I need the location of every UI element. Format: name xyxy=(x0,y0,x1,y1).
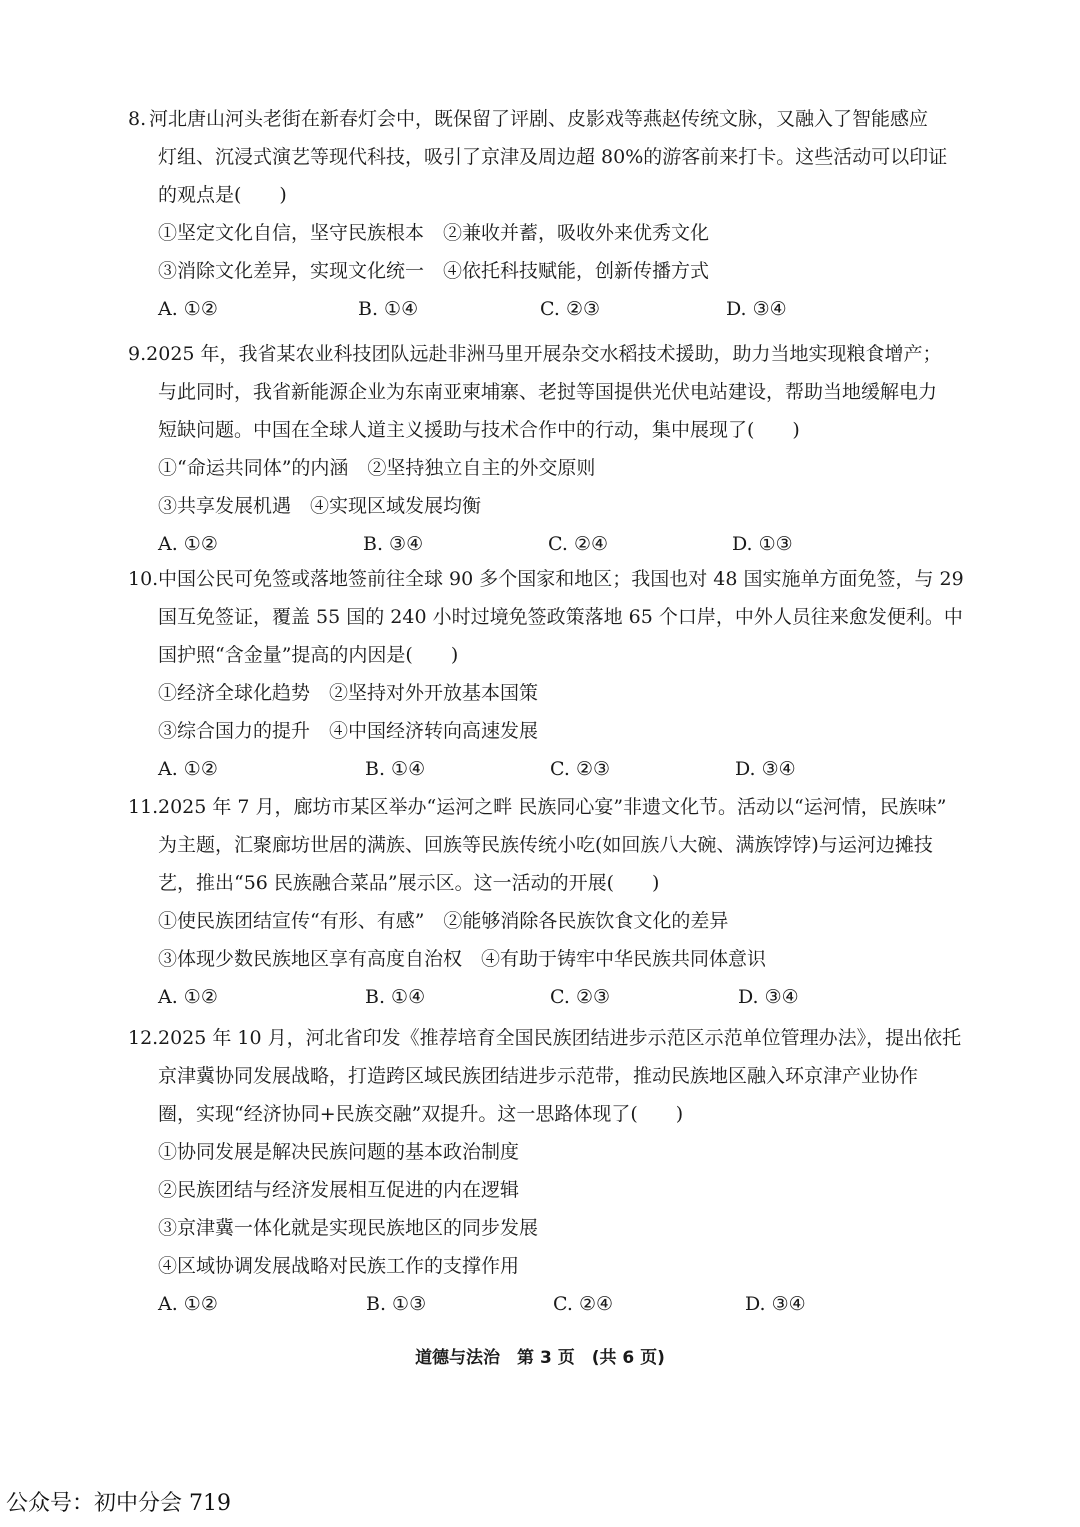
question-stem-line: 为主题，汇聚廊坊世居的满族、回族等民族传统小吃(如回族八大碗、满族饽饽)与运河边摊技 xyxy=(158,834,933,856)
question-stem-line: 京津冀协同发展战略，打造跨区域民族团结进步示范带，推动民族地区融入环京津产业协作 xyxy=(158,1065,919,1087)
question-stem-line: 与此同时，我省新能源企业为东南亚柬埔寨、老挝等国提供光伏电站建设，帮助当地缓解电力 xyxy=(158,381,938,403)
option-c: C. ②③ xyxy=(550,758,611,780)
watermark-text: 公众号：初中分会 719 xyxy=(6,1491,231,1516)
option-b: B. ③④ xyxy=(363,533,424,555)
question-number: 11. xyxy=(128,796,159,818)
answer-options xyxy=(128,1285,928,1323)
option-c: C. ②④ xyxy=(548,533,609,555)
option-c: C. ②③ xyxy=(550,986,611,1008)
statement-line: ①经济全球化趋势 ②坚持对外开放基本国策 xyxy=(158,682,539,704)
question-8 xyxy=(128,100,948,328)
question-stem-line: 灯组、沉浸式演艺等现代科技，吸引了京津及周边超 80%的游客前来打卡。这些活动可以印证 xyxy=(158,146,948,168)
statement-line: ①协同发展是解决民族问题的基本政治制度 xyxy=(158,1141,520,1163)
option-b: B. ①④ xyxy=(365,758,426,780)
option-a: A. ①② xyxy=(158,1293,218,1315)
answer-options xyxy=(128,525,928,563)
statement-line: ③共享发展机遇 ④实现区域发展均衡 xyxy=(158,495,482,517)
question-10 xyxy=(128,560,964,788)
question-number: 12. xyxy=(128,1027,159,1049)
statement-line: ③京津冀一体化就是实现民族地区的同步发展 xyxy=(158,1217,539,1239)
question-stem-line: 2025 年，我省某农业科技团队远赴非洲马里开展杂交水稻技术援助，助力当地实现粮食增产； xyxy=(146,343,942,365)
answer-options xyxy=(128,750,928,788)
option-a: A. ①② xyxy=(158,298,218,320)
option-d: D. ③④ xyxy=(745,1293,806,1315)
question-number: 10. xyxy=(128,568,159,590)
option-d: D. ③④ xyxy=(726,298,787,320)
statement-line: ③体现少数民族地区享有高度自治权 ④有助于铸牢中华民族共同体意识 xyxy=(158,948,767,970)
question-12 xyxy=(128,1019,962,1323)
statement-line: ④区域协调发展战略对民族工作的支撑作用 xyxy=(158,1255,520,1277)
question-stem-line: 中国公民可免签或落地签前往全球 90 多个国家和地区；我国也对 48 国实施单方面免签，与 29 xyxy=(158,568,964,590)
option-b: B. ①④ xyxy=(365,986,426,1008)
option-a: A. ①② xyxy=(158,758,218,780)
question-stem-line: 国护照“含金量”提高的内因是( ) xyxy=(158,644,459,666)
question-stem-line: 河北唐山河头老街在新春灯会中，既保留了评剧、皮影戏等燕赵传统文脉，又融入了智能感应 xyxy=(148,108,928,130)
option-d: D. ③④ xyxy=(738,986,799,1008)
statement-line: ③综合国力的提升 ④中国经济转向高速发展 xyxy=(158,720,539,742)
answer-options xyxy=(128,290,928,328)
question-stem-line: 2025 年 7 月，廊坊市某区举办“运河之畔 民族同心宴”非遗文化节。活动以“运河情，民族味” xyxy=(158,796,947,818)
statement-line: ②民族团结与经济发展相互促进的内在逻辑 xyxy=(158,1179,520,1201)
page-footer: 道德与法治 第 3 页 (共 6 页) xyxy=(415,1348,665,1368)
question-stem-line: 国互免签证，覆盖 55 国的 240 小时过境免签政策落地 65 个口岸，中外人员往来愈发便利。中 xyxy=(158,606,963,628)
option-a: A. ①② xyxy=(158,986,218,1008)
question-stem-line: 艺，推出“56 民族融合菜品”展示区。这一活动的开展( ) xyxy=(158,872,660,894)
question-stem-line: 圈，实现“经济协同+民族交融”双提升。这一思路体现了( ) xyxy=(158,1103,684,1125)
question-number: 8. xyxy=(128,108,147,130)
option-a: A. ①② xyxy=(158,533,218,555)
option-c: C. ②③ xyxy=(540,298,601,320)
question-stem-line: 短缺问题。中国在全球人道主义援助与技术合作中的行动，集中展现了( ) xyxy=(158,419,800,441)
statement-line: ①使民族团结宣传“有形、有感” ②能够消除各民族饮食文化的差异 xyxy=(158,910,729,932)
option-c: C. ②④ xyxy=(553,1293,614,1315)
question-stem-line: 2025 年 10 月，河北省印发《推荐培育全国民族团结进步示范区示范单位管理办法》，提出依托 xyxy=(158,1027,962,1049)
question-11 xyxy=(128,788,947,1016)
option-d: D. ③④ xyxy=(735,758,796,780)
question-stem-line: 的观点是( ) xyxy=(158,184,287,206)
option-d: D. ①③ xyxy=(732,533,793,555)
statement-line: ①坚定文化自信，坚守民族根本 ②兼收并蓄，吸收外来优秀文化 xyxy=(158,222,710,244)
option-b: B. ①④ xyxy=(358,298,419,320)
question-number: 9. xyxy=(128,343,147,365)
statement-line: ①“命运共同体”的内涵 ②坚持独立自主的外交原则 xyxy=(158,457,596,479)
question-9 xyxy=(128,335,942,563)
statement-line: ③消除文化差异，实现文化统一 ④依托科技赋能，创新传播方式 xyxy=(158,260,710,282)
answer-options xyxy=(128,978,928,1016)
option-b: B. ①③ xyxy=(366,1293,427,1315)
